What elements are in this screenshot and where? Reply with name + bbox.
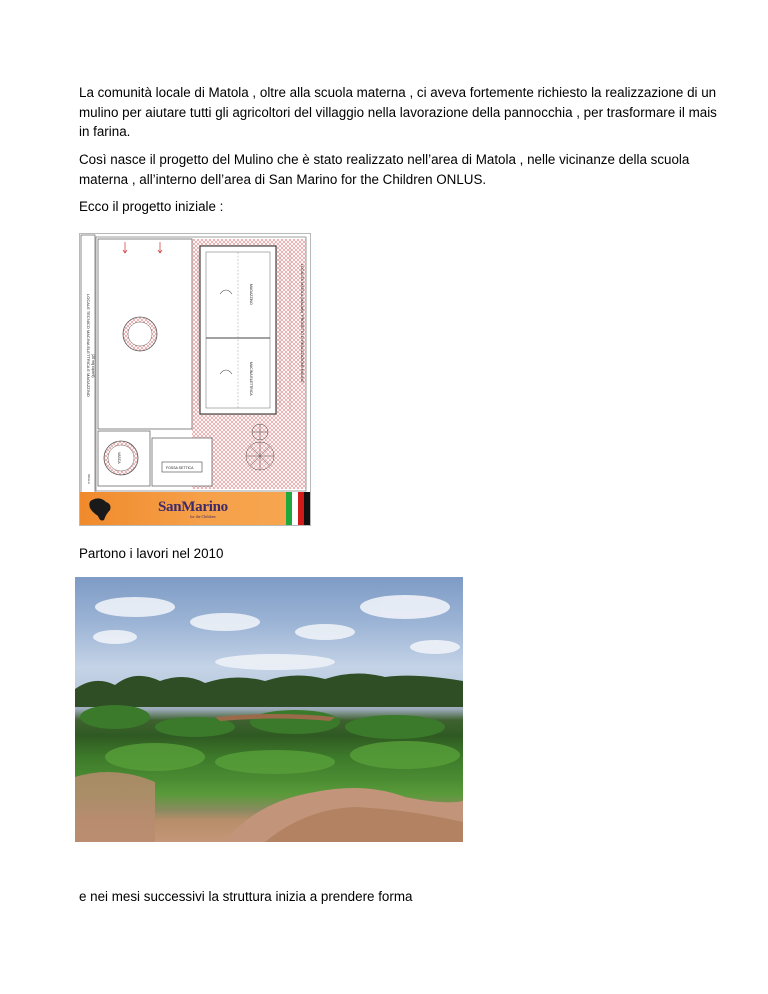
san-marino-logo-sub: for the Children: [190, 514, 216, 519]
flag-stripe-black: [304, 492, 310, 525]
floor-plan-image: [79, 233, 311, 526]
plan-tank-label: VASCA: [117, 452, 121, 464]
paragraph-structure: e nei mesi successivi la struttura inizia a prendere forma: [79, 889, 413, 904]
plan-left-title: LOCALE TECNICO MACINA ELETTRICA E MAGAZZINO: [86, 294, 91, 397]
plan-banner: [80, 492, 310, 525]
africa-map-icon: [82, 492, 122, 525]
paragraph-project: Così nasce il progetto del Mulino che è stato realizzato nell’area di Matola , nelle vicinanze della scuola materna , all’interno dell’area di San Marino for the Children ONLUS.: [79, 152, 690, 187]
paragraph-intro: La comunità locale di Matola , oltre alla scuola materna , ci aveva fortemente richiesto la realizzazione di un mulino per aiutare tutti gli agricoltori del villaggio nella lavorazione della pannocchia , per trasformare il mais in farina.: [79, 85, 717, 139]
plan-room-mill: MACINA ELETTRICA: [249, 362, 253, 396]
san-marino-logo: SanMarino: [158, 499, 228, 515]
plan-septic-label: FOSSA SETTICA: [166, 466, 194, 470]
plan-room-storage: MAGAZZINO: [249, 284, 253, 305]
plan-scale-label: SCALA: [87, 474, 91, 484]
plan-right-title: LOCALITA' MATOLA (MALAWI) "PROGETTO DI REALIZZAZIONE MULINO": [300, 264, 304, 384]
paragraph-initial-project: Ecco il progetto iniziale :: [79, 199, 224, 214]
plan-left-subtitle: (20 mq coperti): [91, 354, 95, 378]
paragraph-works-start: Partono i lavori nel 2010: [79, 546, 224, 561]
landscape-photo: [75, 577, 463, 842]
